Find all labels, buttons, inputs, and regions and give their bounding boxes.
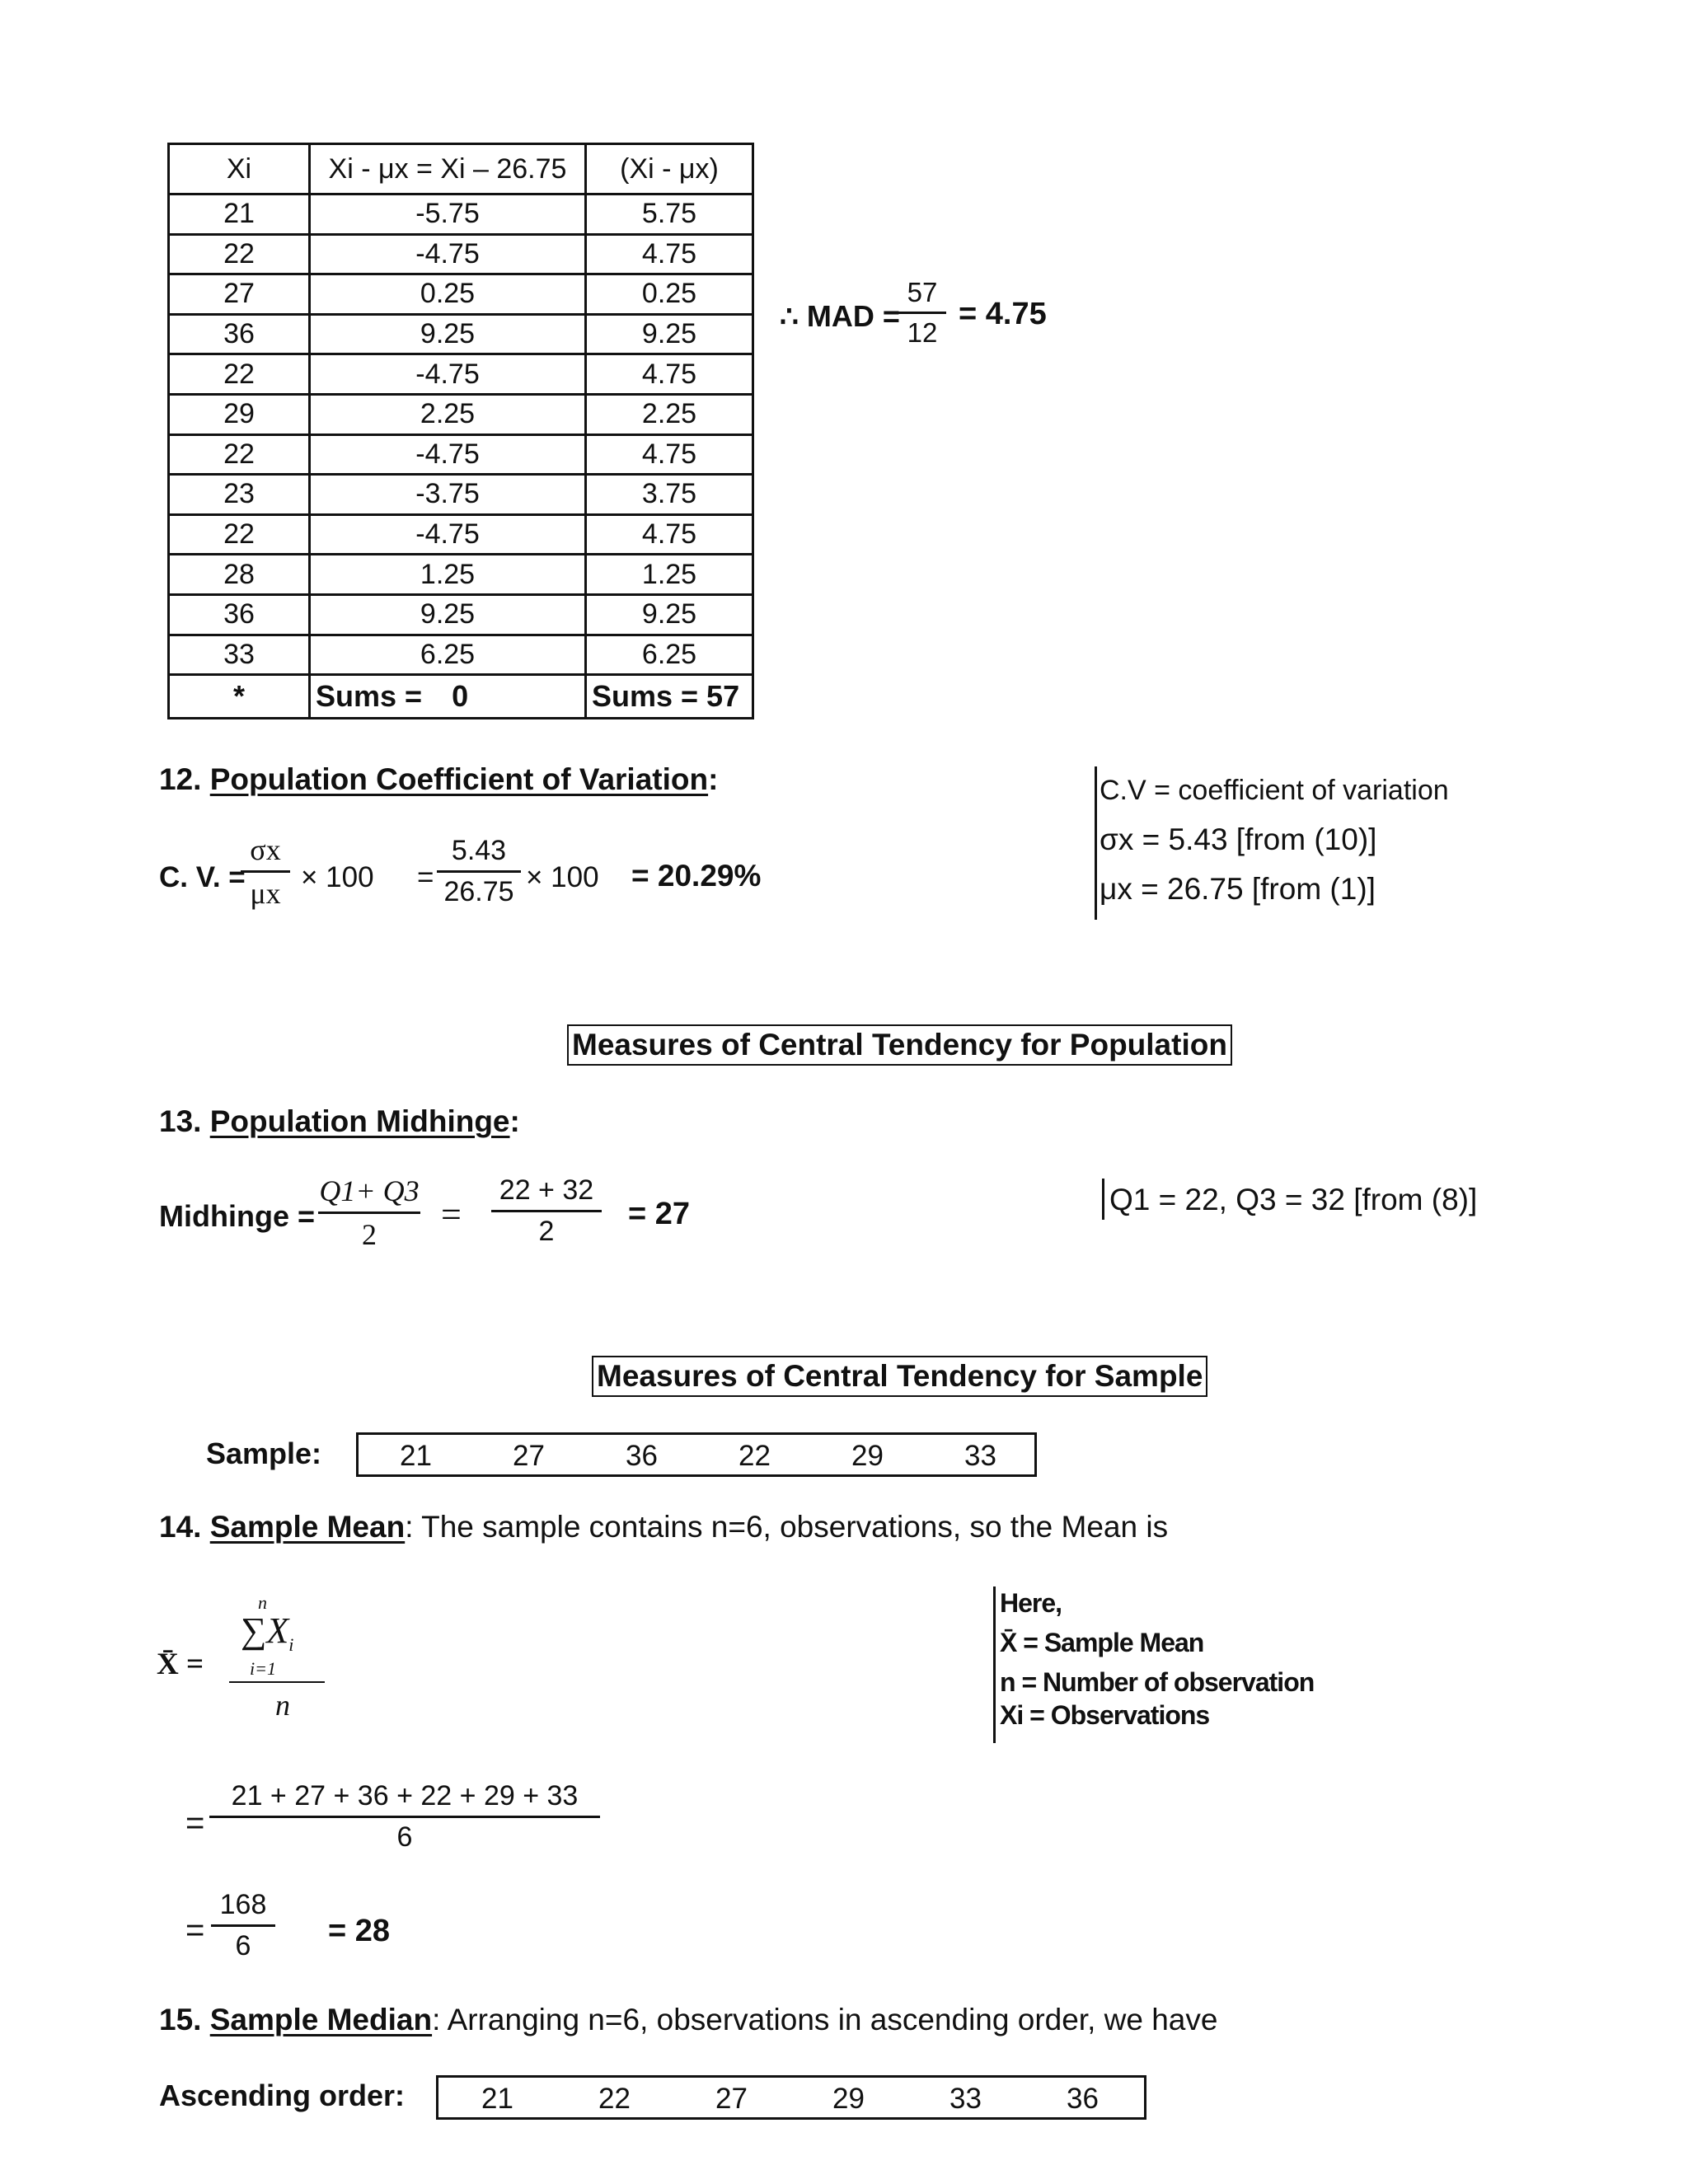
sample-label: Sample: bbox=[206, 1436, 322, 1470]
sample-value: 22 bbox=[738, 1440, 771, 1472]
sample-value: 27 bbox=[513, 1440, 545, 1472]
cv-result: = 20.29% bbox=[631, 859, 762, 893]
cv-note: C.V = coefficient of variation bbox=[1100, 775, 1449, 806]
heading-rest: : Arranging n=6, observations in ascending order, we have bbox=[432, 2003, 1218, 2036]
heading-text: Sample Median bbox=[209, 2003, 433, 2036]
mad-denominator: 12 bbox=[907, 317, 938, 348]
sum-denominator: n bbox=[275, 1689, 290, 1722]
xi-cell: 23 bbox=[169, 475, 310, 515]
xi-cell: 27 bbox=[169, 274, 310, 315]
sigma-x: σx bbox=[250, 833, 281, 866]
mean-equals-2: = bbox=[185, 1912, 205, 1948]
table-sum-row bbox=[169, 675, 753, 719]
ascending-value: 27 bbox=[715, 2083, 748, 2115]
ascending-values-box bbox=[436, 2075, 1146, 2120]
table-row bbox=[169, 434, 753, 475]
cv-denominator: 26.75 bbox=[443, 876, 514, 907]
abs-deviation-cell: 0.25 bbox=[586, 274, 753, 315]
table-row bbox=[169, 314, 753, 354]
ascending-label: Ascending order: bbox=[159, 2079, 406, 2112]
fraction-bar bbox=[241, 870, 290, 873]
midhinge-result: = 27 bbox=[628, 1197, 691, 1231]
midhinge-value-denominator: 2 bbox=[538, 1216, 555, 1247]
deviation-cell: 2.25 bbox=[310, 394, 586, 434]
ascending-value: 36 bbox=[1067, 2083, 1099, 2115]
table-row bbox=[169, 475, 753, 515]
abs-deviation-cell: 4.75 bbox=[586, 434, 753, 475]
midhinge-note: Q1 = 22, Q3 = 32 [from (8)] bbox=[1109, 1183, 1478, 1216]
fraction-bar bbox=[491, 1210, 602, 1212]
deviation-cell: 0.25 bbox=[310, 274, 586, 315]
deviation-cell: -4.75 bbox=[310, 434, 586, 475]
sample-value: 21 bbox=[400, 1440, 432, 1472]
mean-sum-fraction bbox=[209, 1780, 600, 1854]
heading-text: Sample Mean bbox=[209, 1510, 406, 1544]
sum-lower-limit: i=1 bbox=[250, 1658, 276, 1679]
ascending-value: 33 bbox=[950, 2083, 982, 2115]
sum-symbol bbox=[241, 1610, 293, 1656]
mad-fraction bbox=[898, 277, 946, 349]
table-row bbox=[169, 274, 753, 315]
table-row bbox=[169, 194, 753, 235]
heading-text: Population Coefficient of Variation bbox=[209, 762, 709, 796]
deviation-cell: -4.75 bbox=[310, 234, 586, 274]
abs-deviation-cell: 1.25 bbox=[586, 555, 753, 595]
sum-value: 0 bbox=[452, 679, 469, 714]
mad-result: = 4.75 bbox=[959, 297, 1047, 331]
deviation-cell: 9.25 bbox=[310, 314, 586, 354]
abs-deviation-cell: 4.75 bbox=[586, 354, 753, 395]
sample-median-heading bbox=[159, 2003, 1217, 2037]
heading-number: 12. bbox=[159, 762, 202, 796]
xi-cell: 22 bbox=[169, 234, 310, 274]
cv-times-100-2: × 100 bbox=[526, 861, 599, 893]
cv-heading bbox=[159, 762, 718, 797]
xi-cell: 33 bbox=[169, 635, 310, 675]
deviation-cell: 9.25 bbox=[310, 594, 586, 635]
sum-subscript: i bbox=[288, 1633, 294, 1655]
heading-text: Population Midhinge bbox=[209, 1104, 510, 1138]
heading-number: 14. bbox=[159, 1510, 202, 1544]
cv-times-100: × 100 bbox=[301, 861, 374, 893]
midhinge-value-fraction bbox=[491, 1174, 602, 1248]
xi-cell: 22 bbox=[169, 434, 310, 475]
deviation-cell: 1.25 bbox=[310, 555, 586, 595]
deviation-cell: -4.75 bbox=[310, 514, 586, 555]
notes-divider bbox=[993, 1586, 996, 1743]
deviation-cell: -3.75 bbox=[310, 475, 586, 515]
cv-note: σx = 5.43 [from (10)] bbox=[1100, 823, 1377, 856]
abs-deviation-cell: 5.75 bbox=[586, 194, 753, 235]
midhinge-lhs: Midhinge = bbox=[159, 1199, 315, 1233]
mean-note: Here, bbox=[1000, 1588, 1062, 1618]
table-row bbox=[169, 354, 753, 395]
xi-cell: 36 bbox=[169, 594, 310, 635]
abs-deviation-cell: 6.25 bbox=[586, 635, 753, 675]
sum-label: Sums = bbox=[316, 679, 423, 714]
cv-symbol-fraction bbox=[241, 832, 290, 911]
xi-cell: 36 bbox=[169, 314, 310, 354]
cv-lhs: C. V. = bbox=[159, 861, 246, 893]
notes-divider bbox=[1095, 766, 1097, 920]
abs-deviation-cell: 3.75 bbox=[586, 475, 753, 515]
population-section-heading: Measures of Central Tendency for Population bbox=[567, 1024, 1232, 1066]
sample-values-box bbox=[356, 1432, 1037, 1477]
mean-note: Xi = Observations bbox=[1000, 1700, 1210, 1730]
cv-equals: = bbox=[417, 861, 434, 893]
table-header-row bbox=[169, 144, 753, 194]
heading-number: 15. bbox=[159, 2003, 202, 2036]
fraction-bar bbox=[209, 1816, 600, 1818]
table-row bbox=[169, 394, 753, 434]
sample-mean-result: = 28 bbox=[328, 1914, 391, 1948]
mean-value-fraction bbox=[211, 1889, 275, 1962]
midhinge-heading bbox=[159, 1104, 520, 1139]
mean-sum-numerator: 21 + 27 + 36 + 22 + 29 + 33 bbox=[231, 1780, 579, 1811]
deviation-cell: -5.75 bbox=[310, 194, 586, 235]
midhinge-symbol-fraction bbox=[318, 1174, 420, 1252]
fraction-bar bbox=[898, 312, 946, 314]
sum-star: * bbox=[169, 675, 310, 719]
mean-value-numerator: 168 bbox=[219, 1889, 267, 1920]
heading-colon: : bbox=[708, 762, 719, 796]
notes-divider bbox=[1102, 1179, 1104, 1220]
table-header: (Xi - μx) bbox=[586, 144, 753, 194]
deviation-cell: -4.75 bbox=[310, 354, 586, 395]
abs-deviation-cell: 2.25 bbox=[586, 394, 753, 434]
deviation-table bbox=[167, 143, 754, 719]
midhinge-denominator: 2 bbox=[362, 1218, 377, 1251]
mean-sum-denominator: 6 bbox=[396, 1821, 413, 1853]
fraction-bar bbox=[318, 1212, 420, 1214]
midhinge-equals: = bbox=[441, 1194, 462, 1235]
sample-section-heading: Measures of Central Tendency for Sample bbox=[592, 1356, 1207, 1397]
ascending-value: 29 bbox=[832, 2083, 865, 2115]
table-row bbox=[169, 635, 753, 675]
mean-note: X̄ = Sample Mean bbox=[1000, 1628, 1204, 1657]
abs-deviation-cell: 4.75 bbox=[586, 234, 753, 274]
ascending-value: 22 bbox=[598, 2083, 631, 2115]
xi-cell: 22 bbox=[169, 514, 310, 555]
xi-cell: 29 bbox=[169, 394, 310, 434]
cv-value-fraction bbox=[437, 835, 521, 908]
ascending-value: 21 bbox=[481, 2083, 513, 2115]
fraction-bar bbox=[437, 870, 521, 873]
table-header: Xi bbox=[169, 144, 310, 194]
table-row bbox=[169, 555, 753, 595]
table-row bbox=[169, 234, 753, 274]
abs-deviation-cell: 4.75 bbox=[586, 514, 753, 555]
fraction-bar bbox=[211, 1924, 275, 1927]
q1-plus-q3: Q1+ Q3 bbox=[319, 1174, 420, 1207]
cv-note: μx = 26.75 [from (1)] bbox=[1100, 872, 1376, 906]
midhinge-numerator: 22 + 32 bbox=[499, 1174, 594, 1206]
sum-upper-limit: n bbox=[258, 1592, 267, 1613]
heading-colon: : bbox=[509, 1104, 520, 1138]
sigma-x-text: ∑X bbox=[241, 1610, 289, 1651]
mean-equals-1: = bbox=[185, 1805, 205, 1841]
xi-cell: 21 bbox=[169, 194, 310, 235]
mu-x: μx bbox=[250, 877, 281, 910]
mean-note: n = Number of observation bbox=[1000, 1667, 1315, 1697]
sample-mean-heading bbox=[159, 1510, 1168, 1544]
heading-rest: : The sample contains n=6, observations, so the Mean is bbox=[405, 1510, 1169, 1544]
mad-label: ∴ MAD = bbox=[780, 299, 900, 333]
abs-deviation-cell: 9.25 bbox=[586, 594, 753, 635]
table-row bbox=[169, 514, 753, 555]
sample-value: 33 bbox=[964, 1440, 996, 1472]
table-row bbox=[169, 594, 753, 635]
sample-value: 29 bbox=[851, 1440, 884, 1472]
fraction-bar bbox=[229, 1681, 325, 1683]
table-header: Xi - μx = Xi – 26.75 bbox=[310, 144, 586, 194]
xi-cell: 22 bbox=[169, 354, 310, 395]
sample-mean-lhs: X̄ = bbox=[157, 1647, 204, 1681]
heading-number: 13. bbox=[159, 1104, 202, 1138]
mad-numerator: 57 bbox=[907, 277, 938, 307]
xi-cell: 28 bbox=[169, 555, 310, 595]
sample-value: 36 bbox=[626, 1440, 658, 1472]
deviation-cell: 6.25 bbox=[310, 635, 586, 675]
sum-deviation bbox=[310, 675, 586, 719]
sum-abs-deviation: Sums = 57 bbox=[586, 675, 753, 719]
abs-deviation-cell: 9.25 bbox=[586, 314, 753, 354]
cv-numerator: 5.43 bbox=[451, 835, 507, 866]
mean-value-denominator: 6 bbox=[235, 1930, 251, 1961]
